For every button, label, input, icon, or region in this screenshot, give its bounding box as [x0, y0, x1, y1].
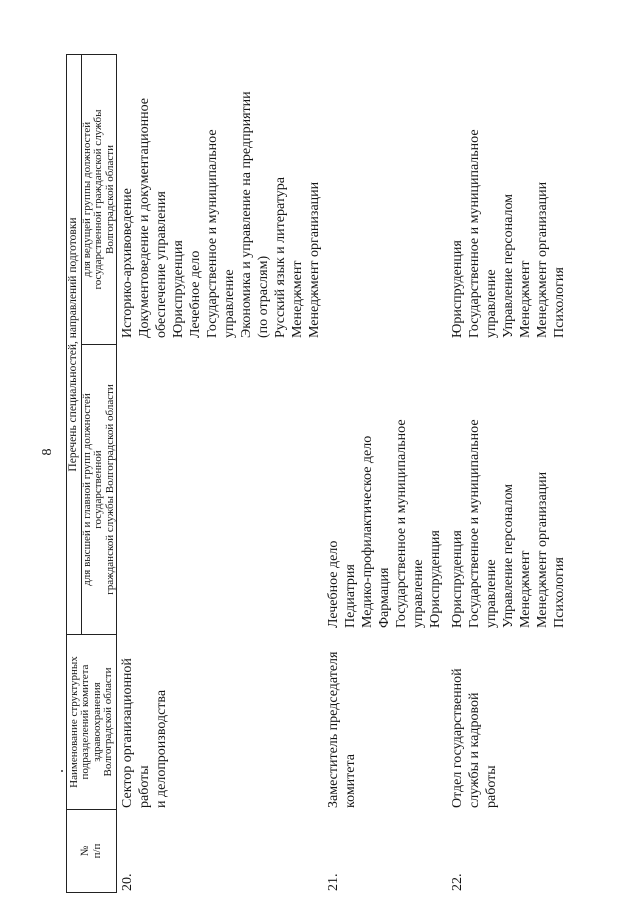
leading-specialties-cell	[449, 55, 568, 338]
cell-line: управление	[484, 559, 499, 628]
header-line: для высшей и главной групп должностей	[80, 393, 93, 586]
header-line: государственной	[92, 450, 105, 529]
header-line: для ведущей группы должностей	[80, 121, 93, 278]
cell-line: Психология	[552, 557, 567, 628]
header-number	[66, 809, 117, 893]
cell-line: Государственное и муниципальное	[467, 129, 482, 338]
cell-line: Сектор организационной	[120, 658, 135, 808]
cell-line: Лечебное дело	[188, 250, 203, 338]
cell-line: Историко-архивоведение	[120, 188, 135, 338]
cell-line: и делопроизводства	[154, 689, 169, 808]
cell-line: Менеджмент	[518, 260, 533, 338]
cell-line: службы и кадровой	[467, 692, 482, 808]
cell-line: Менеджмент организации	[535, 471, 550, 628]
header-department-name	[66, 634, 117, 810]
header-line: п/п	[90, 843, 103, 859]
cell-line: Фармация	[377, 567, 392, 628]
header-line: подразделений комитета	[79, 664, 91, 780]
header-line: №	[79, 845, 91, 857]
table-row	[119, 0, 325, 905]
department-name-cell	[119, 636, 170, 808]
cell-line: Лечебное дело	[326, 540, 341, 628]
cell-line: комитета	[343, 753, 358, 808]
cell-line: Менеджмент	[290, 260, 305, 338]
cell-line: работы	[484, 765, 499, 808]
senior-specialties-cell	[325, 348, 444, 628]
cell-line: Менеджмент	[518, 550, 533, 628]
cell-line: Менеджмент организации	[535, 181, 550, 338]
cell-line: Юриспруденция	[171, 240, 186, 338]
table-row	[325, 0, 447, 905]
cell-line: Государственное и муниципальное	[394, 419, 409, 628]
department-name-cell	[449, 636, 500, 808]
cell-line: Документоведение и документационное	[137, 97, 152, 338]
header-line: Перечень специальностей, направлений подготовки	[67, 217, 80, 472]
header-senior-groups	[81, 344, 117, 635]
cell-line: Управление персоналом	[501, 483, 516, 628]
header-line: гражданской службы Волгоградской области	[103, 384, 116, 595]
cell-line: Русский язык и литература	[273, 177, 288, 338]
cell-line: Экономика и управление на предприятии	[239, 91, 254, 338]
page-number: 8	[40, 448, 55, 456]
cell-line: Юриспруденция	[428, 530, 443, 628]
cell-line: Отдел государственной	[450, 668, 465, 808]
cell-line: обеспечение управления	[154, 191, 169, 338]
header-leading-group	[81, 54, 117, 345]
header-line: здравоохранения	[90, 682, 103, 762]
cell-line: Государственное и муниципальное	[467, 419, 482, 628]
row-number: 22.	[450, 873, 465, 891]
cell-line: (по отраслям)	[256, 255, 271, 338]
header-line: Волгоградской области	[102, 667, 114, 777]
cell-line: Педиатрия	[343, 564, 358, 628]
header-list-title	[66, 54, 82, 635]
cell-line: Медико-профилактическое дело	[360, 435, 375, 628]
cell-line: управление	[484, 269, 499, 338]
cell-line: Менеджмент организации	[307, 181, 322, 338]
cell-line: Юриспруденция	[450, 240, 465, 338]
cell-line: Юриспруденция	[450, 530, 465, 628]
row-number: 20.	[120, 873, 135, 891]
leading-specialties-cell	[119, 55, 323, 338]
cell-line: Управление персоналом	[501, 193, 516, 338]
cell-line: управление	[411, 559, 426, 628]
scan-speck	[61, 770, 63, 772]
header-line: Наименование структурных	[67, 656, 80, 788]
table-row	[449, 0, 571, 905]
department-name-cell	[325, 636, 359, 808]
row-number: 21.	[326, 873, 341, 891]
senior-specialties-cell	[449, 348, 568, 628]
cell-line: Заместитель председателя	[326, 651, 341, 808]
header-line: государственной гражданской службы	[92, 109, 105, 290]
cell-line: работы	[137, 765, 152, 808]
header-line: Волгоградской области	[103, 145, 116, 254]
cell-line: Государственное и муниципальное	[205, 129, 220, 338]
cell-line: Психология	[552, 267, 567, 338]
cell-line: управление	[222, 269, 237, 338]
